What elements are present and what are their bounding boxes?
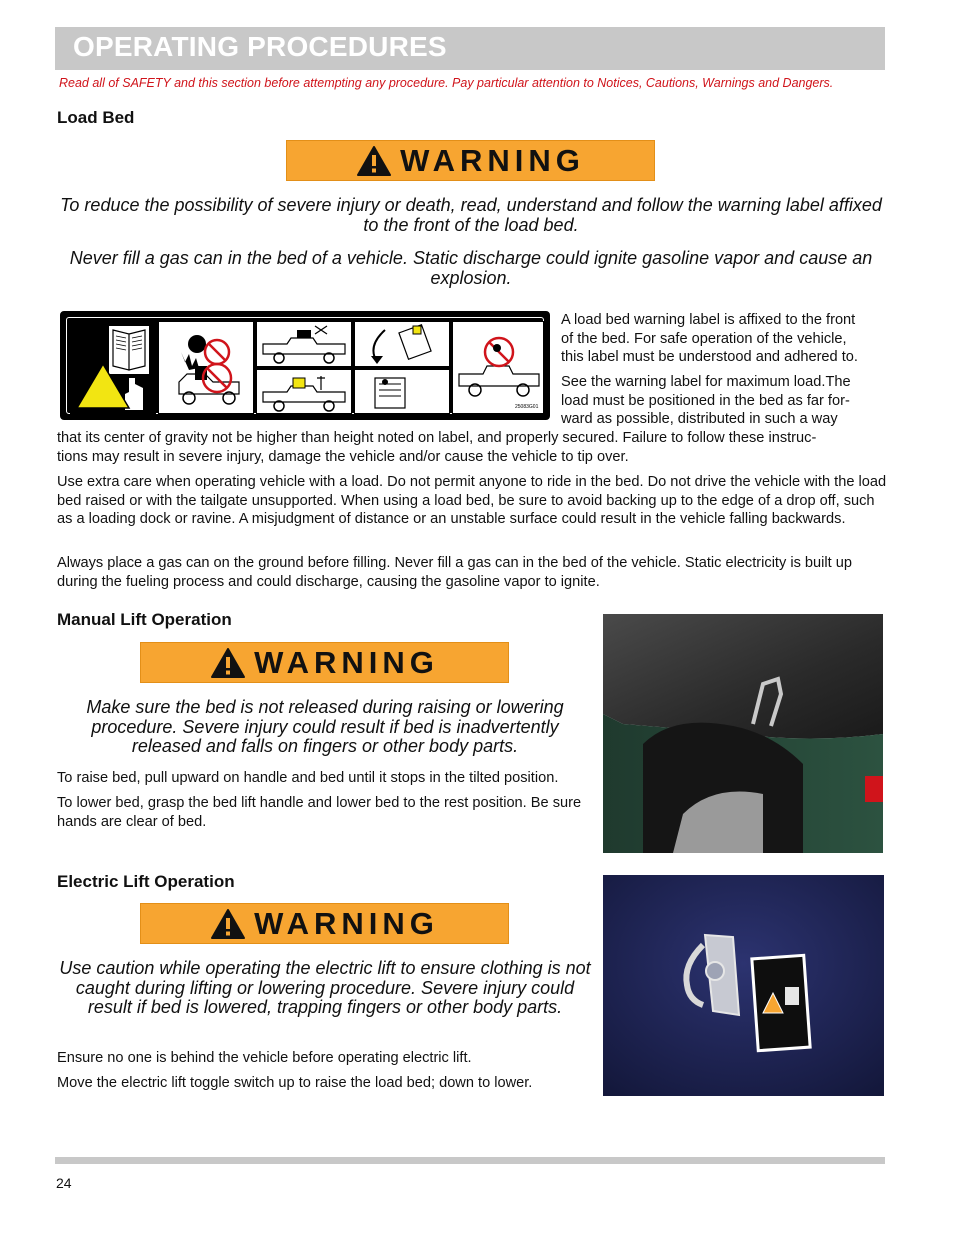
text-line: ward as possible, distributed in such a way [561,411,838,428]
manual-lift-paragraph-2: To lower bed, grasp the bed lift handle and lower bed to the rest position. Be sure hands are clear of bed. [57,795,582,830]
footer-rule [55,1157,885,1164]
text-line: tions may result in severe injury, damage the vehicle and/or cause the vehicle to tip over. [57,448,629,465]
electric-lift-heading: Electric Lift Operation [57,872,235,891]
text-line: of the bed. For safe operation of the vehicle, [561,330,847,347]
cart-load-height-icon [257,370,353,415]
warning-word: WARNING [254,644,439,680]
electric-lift-warning-banner [140,903,509,944]
text-line: See the warning label for maximum load.The [561,374,851,390]
load-bed-warning-label-image [60,311,550,420]
electric-lift-paragraph-2: Move the electric lift toggle switch up to raise the load bed; down to lower. [57,1075,533,1091]
safety-notice: Read all of SAFETY and this section before attempting any procedure. Pay particular attention to Notices, Cautions, Warnings and Dangers. [59,76,834,90]
text-line: A load bed warning label is affixed to the front [561,312,856,328]
load-bed-heading: Load Bed [57,108,135,127]
cart-load-icon [257,322,353,368]
manual-lift-heading: Manual Lift Operation [57,610,232,629]
load-bed-warning-text-2: Never fill a gas can in the bed of a vehicle. Static discharge could ignite gasoline vapor and cause an explosion. [69,248,873,288]
tip-over-arrow-icon [355,322,451,368]
no-riders-icon [453,322,545,415]
manual-lift-warning-text: Make sure the bed is not released during raising or lowering procedure. Severe injury could result if bed is inadvertently released and falls on fingers or other body parts. [86,697,564,756]
page-number: 24 [56,1175,72,1191]
text-line: load must be positioned in the bed as far for- [561,392,850,409]
load-bed-paragraph-4: Always place a gas can on the ground before filling. Never fill a gas can in the bed of the vehicle. Static electricity is built up during the fueling process and could discharge, causing the gasoline vapor to ignite. [57,555,852,590]
manual-lift-warning-banner [140,642,509,683]
bed-handle-photo-illustration [603,614,883,853]
cart-rear-icon [355,370,451,415]
load-bed-warning-text-1: To reduce the possibility of severe injury or death, read, understand and follow the warning label affixed to the front of the load bed. [60,195,882,235]
load-bed-warning-banner [286,140,655,181]
warning-word: WARNING [400,142,585,178]
text-line: this label must be understood and adhered to. [561,349,858,366]
label-code: 25083G01 [515,404,539,410]
load-bed-full-text [57,429,897,466]
warning-word: WARNING [254,905,439,941]
load-bed-side-text-2 [561,373,891,429]
manual-lift-paragraph-1: To raise bed, pull upward on handle and bed until it stops in the tilted position. [57,770,559,786]
page-title: OPERATING PROCEDURES [73,31,447,62]
manual-book-icon [71,322,157,415]
electric-lift-paragraph-1: Ensure no one is behind the vehicle before operating electric lift. [57,1050,472,1066]
title-bar [55,27,885,70]
text-line: that its center of gravity not be higher than height noted on label, and properly secured. Failure to follow these instruc- [57,430,817,446]
load-bed-paragraph-3: Use extra care when operating vehicle with a load. Do not permit anyone to ride in the bed. Do not drive the vehicle with the load bed raised or with the tailgate unsupported. When using a load bed, be sure to avoid backing up to the edge of a drop off, such as a loading dock or ravine. A misjudgment of distance or an unstable surface could result in the vehicle falling backwards. [57,474,887,528]
warning-triangle-icon [356,145,392,177]
warning-triangle-icon [210,908,246,940]
electric-lift-warning-text: Use caution while operating the electric lift to ensure clothing is not caught during lifting or lowering procedure. Severe injury could result if bed is lowered, trapping fingers or other body parts. [59,958,591,1017]
load-bed-side-text-1 [561,311,891,367]
toggle-switch-photo-illustration [603,875,884,1096]
warning-triangle-icon [210,647,246,679]
electric-lift-photo [603,875,884,1096]
manual-lift-photo [603,614,883,853]
gas-can-fire-icon [159,322,255,415]
